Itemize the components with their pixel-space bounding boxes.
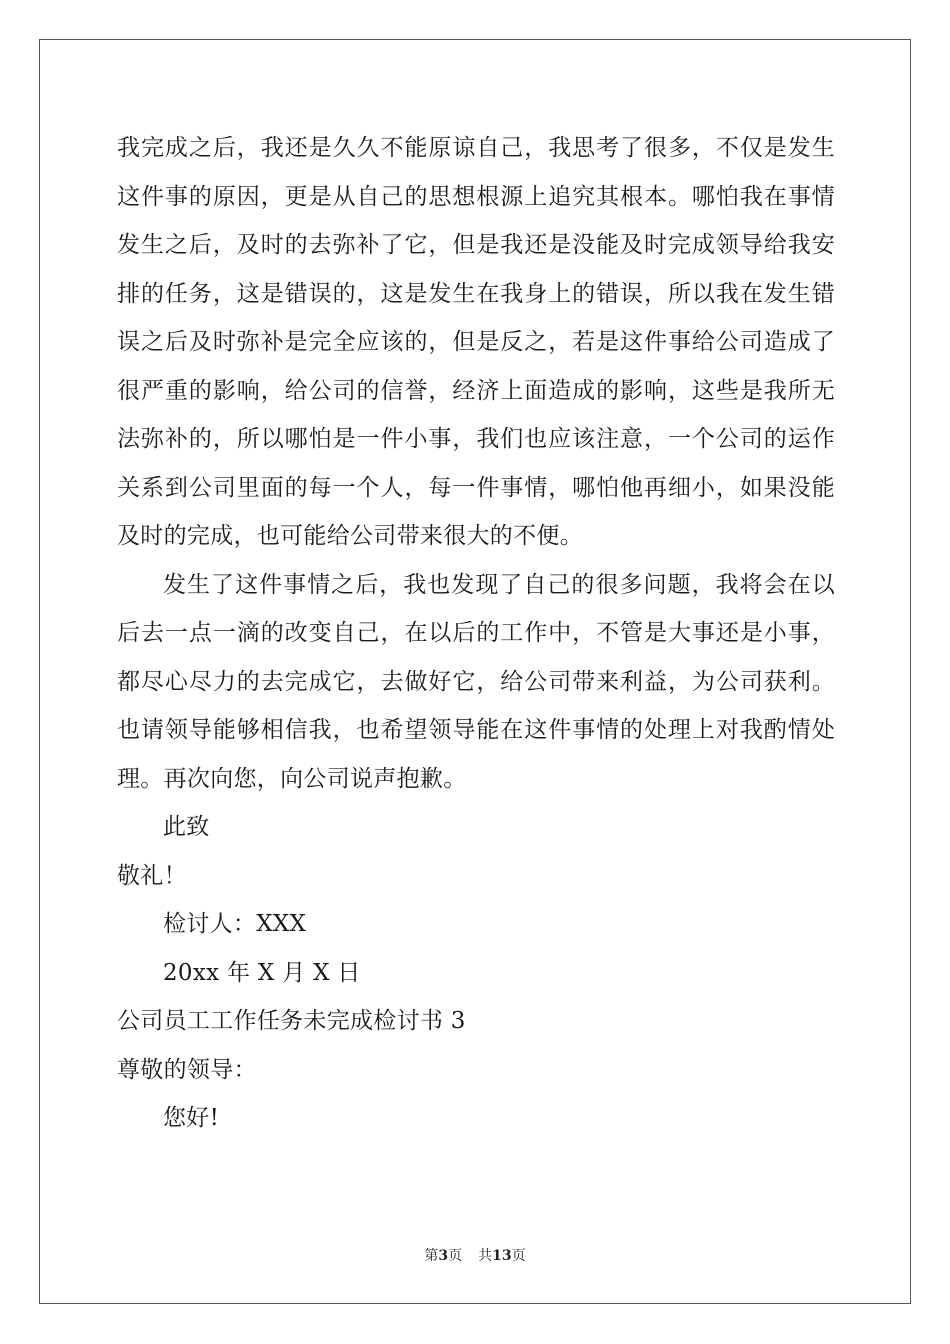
paragraph-continued: 我完成之后，我还是久久不能原谅自己，我思考了很多，不仅是发生这件事的原因，更是从自己的思想根源上追究其根本。哪怕我在事情发生之后，及时的去弥补了它，但是我还是没能及时完成领导给我安排的任务，这是错误的，这是发生在我身上的错误，所以我在发生错误之后及时弥补是完全应该的，但是反之，若是这件事给公司造成了很严重的影响，给公司的信誉，经济上面造成的影响，这些是我所无法弥补的，所以哪怕是一件小事，我们也应该注意，一个公司的运作关系到公司里面的每一个人，每一件事情，哪怕他再细小，如果没能及时的完成，也可能给公司带来很大的不便。 bbox=[117, 135, 835, 549]
salute: 敬礼！ bbox=[117, 862, 187, 889]
addressee: 尊敬的领导： bbox=[117, 1056, 257, 1083]
closing-phrase: 此致 bbox=[163, 814, 210, 840]
page-label-prefix: 第 bbox=[424, 1248, 439, 1264]
page-footer bbox=[0, 1245, 950, 1265]
total-label-prefix: 共 bbox=[478, 1248, 493, 1264]
total-label-unit: 页 bbox=[511, 1248, 526, 1264]
page-label-unit: 页 bbox=[448, 1248, 463, 1264]
paragraph-resolution: 发生了这件事情之后，我也发现了自己的很多问题，我将会在以后去一点一滴的改变自己，在以后的工作中，不管是大事还是小事，都尽心尽力的去完成它，去做好它，给公司带来利益，为公司获利。也请领导能够相信我，也希望领导能在这件事情的处理上对我酌情处理。再次向您，向公司说声抱歉。 bbox=[117, 571, 835, 792]
total-page-number: 13 bbox=[492, 1248, 512, 1264]
section-title: 公司员工工作任务未完成检讨书 3 bbox=[117, 1008, 466, 1034]
signer: 检讨人：XXX bbox=[163, 911, 307, 937]
document-body bbox=[117, 124, 835, 1143]
greeting: 您好! bbox=[163, 1105, 220, 1131]
date-line: 20xx 年 X 月 X 日 bbox=[163, 959, 361, 986]
current-page-number: 3 bbox=[438, 1248, 449, 1264]
